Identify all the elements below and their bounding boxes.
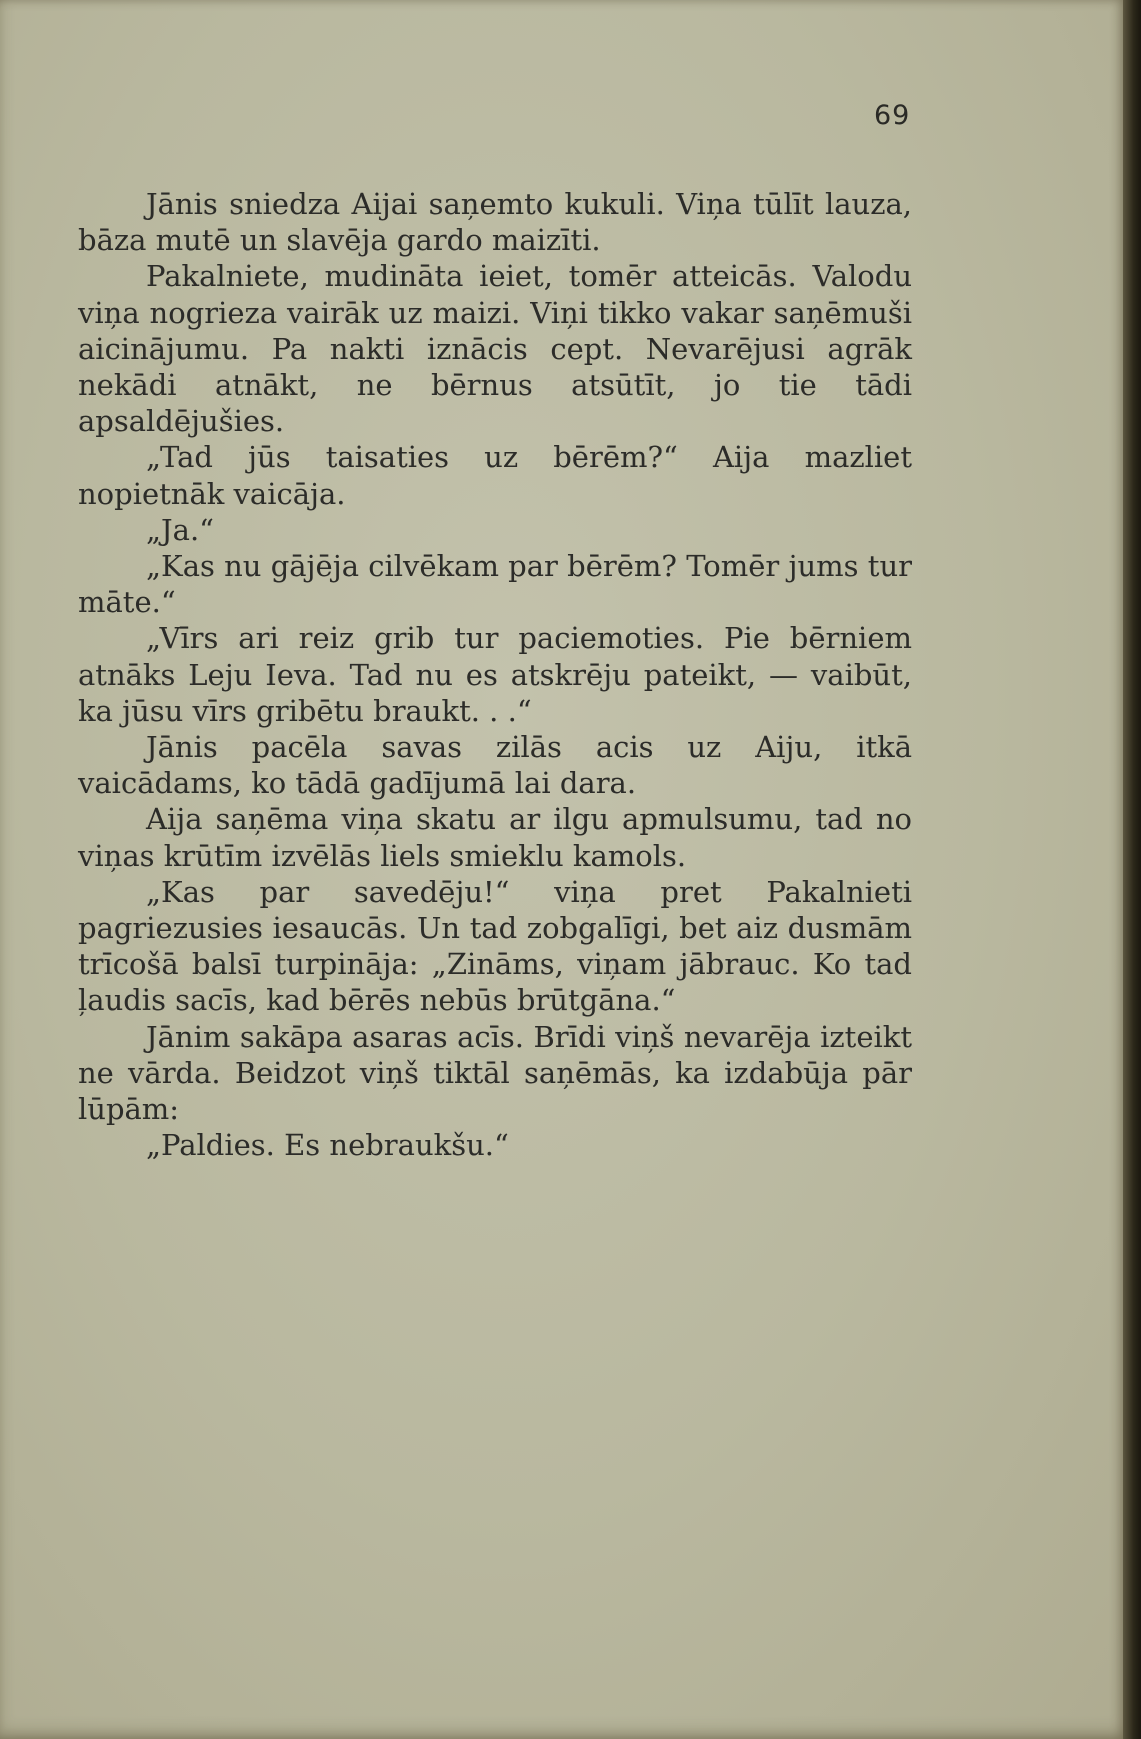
paragraph: „Kas par savedēju!“ viņa pret Pakalnieti pagriezusies iesaucās. Un tad zobgalīgi, bet aiz dusmām trīcošā balsī turpināja: „Zināms, viņam jābrauc. Ko tad ļaudis sacīs, kad bērēs nebūs brūtgāna.“ [78, 874, 912, 1018]
paragraph: „Paldies. Es nebraukšu.“ [146, 1128, 509, 1163]
paragraph: Jānim sakāpa asaras acīs. Brīdi viņš nevarēja izteikt ne vārda. Beidzot viņš tiktāl saņēmās, ka izdabūja pār lūpām: [78, 1019, 912, 1127]
paragraph: „Ja.“ [146, 512, 214, 547]
paragraph: Jānis sniedza Aijai saņemto kukuli. Viņa tūlīt lauza, bāza mutē un slavēja gardo maizīti. [78, 187, 912, 258]
paragraph: Pakalniete, mudināta ieiet, tomēr atteicās. Valodu viņa nogrieza vairāk uz maizi. Viņi tikko vakar saņēmuši aicinājumu. Pa nakti iznācis cept. Nevarējusi agrāk nekādi atnākt, ne bērnus atsūtīt, jo tie tādi apsaldējušies. [78, 259, 912, 439]
paragraph: Aija saņēma viņa skatu ar ilgu apmulsumu, tad no viņas krūtīm izvēlās liels smieklu kamols. [78, 802, 912, 873]
paragraph: „Tad jūs taisaties uz bērēm?“ Aija mazliet nopietnāk vaicāja. [78, 440, 912, 511]
paragraph: Jānis pacēla savas zilās acis uz Aiju, itkā vaicādams, ko tādā gadījumā lai dara. [78, 730, 912, 801]
body-text [78, 186, 912, 1163]
book-spine-edge [1123, 0, 1141, 1739]
page-number: 69 [874, 100, 911, 131]
paragraph: „Vīrs ari reiz grib tur paciemoties. Pie bērniem atnāks Leju Ieva. Tad nu es atskrēju pateikt, — vaibūt, ka jūsu vīrs gribētu braukt. . .“ [78, 621, 912, 728]
paragraph: „Kas nu gājēja cilvēkam par bērēm? Tomēr jums tur māte.“ [78, 549, 912, 620]
